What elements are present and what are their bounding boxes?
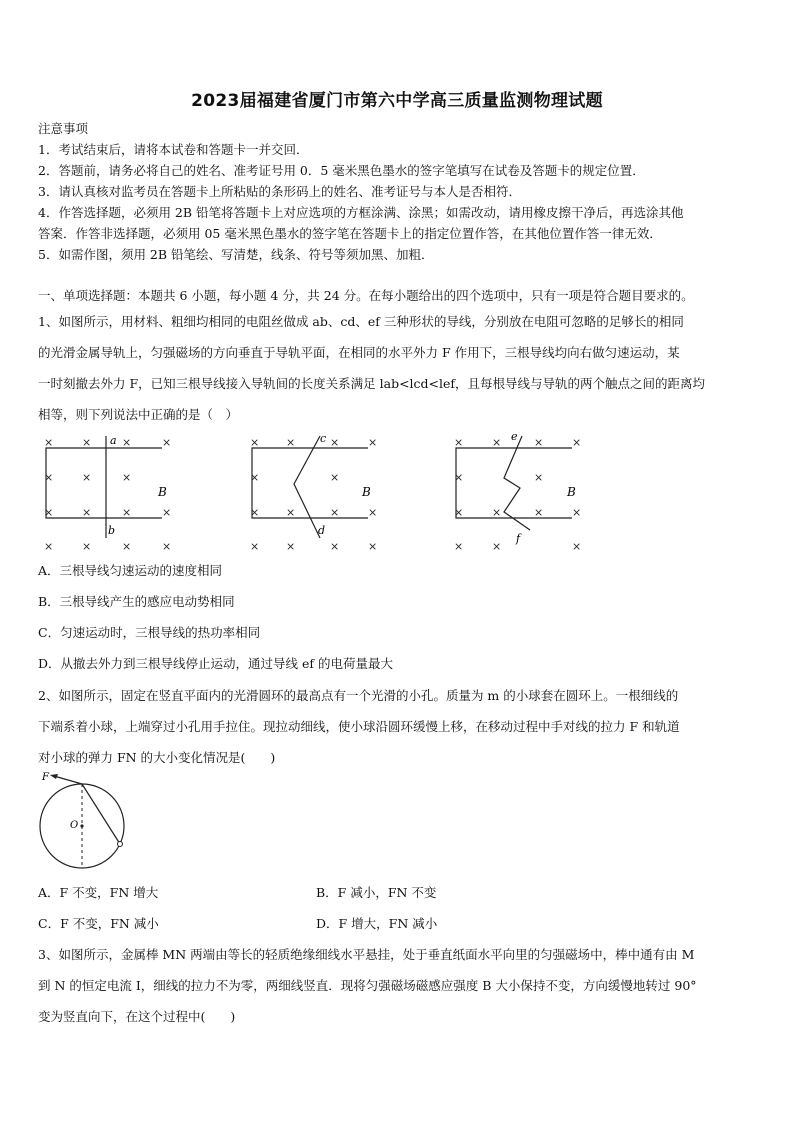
question-1-option-a: A．三根导线匀速运动的速度相同: [38, 563, 223, 578]
string-line: [82, 784, 120, 844]
question-2-option-d: D．F 增大，FN 减小: [316, 916, 438, 931]
rail-frame-2: [252, 448, 368, 518]
cross-mark: ×: [492, 540, 502, 553]
cross-mark: ×: [330, 506, 340, 519]
label-a: a: [110, 434, 117, 447]
notice-item: 答案．作答非选择题，必须用 05 毫米黑色墨水的签字笔在答题卡上的指定位置作答，在其他位置作答一律无效．: [38, 226, 662, 241]
cross-mark: ×: [368, 540, 378, 553]
question-2-figure: [36, 770, 136, 878]
cross-mark: ×: [492, 506, 502, 519]
cross-mark: ×: [44, 436, 54, 449]
label-c: c: [320, 432, 327, 445]
cross-mark: ×: [572, 506, 582, 519]
question-3-text: 变为竖直向下，在这个过程中( ): [38, 1009, 236, 1024]
label-d: d: [318, 524, 326, 537]
question-3-text: 3、如图所示，金属棒 MN 两端由等长的轻质绝缘细线水平悬挂，处于垂直纸面水平向里的匀强磁场中，棒中通有由 M: [38, 947, 695, 962]
question-2-text: 对小球的弹力 FN 的大小变化情况是( ): [38, 750, 276, 765]
label-B-3: B: [567, 485, 576, 499]
cross-mark: ×: [454, 471, 464, 484]
wire-ef: [504, 436, 530, 530]
cross-mark: ×: [368, 436, 378, 449]
ball: [118, 842, 123, 847]
question-2-text: 下端系着小球，上端穿过小孔用手拉住。现拉动细线，使小球沿圆环缓慢上移，在移动过程中手对线的拉力 F 和轨道: [38, 719, 680, 734]
cross-mark: ×: [534, 436, 544, 449]
label-f: f: [516, 532, 521, 545]
cross-mark: ×: [330, 436, 340, 449]
cross-mark: ×: [162, 506, 172, 519]
page-title: 2023届福建省厦门市第六中学高三质量监测物理试题: [191, 91, 603, 111]
force-arrowhead: [50, 774, 58, 779]
notice-item: 2．答题前，请务必将自己的姓名、准考证号用 0．5 毫米黑色墨水的签字笔填写在试卷及答题卡的规定位置．: [38, 163, 645, 178]
cross-mark: ×: [122, 506, 132, 519]
rail-frame-1: [46, 448, 162, 518]
cross-mark: ×: [44, 506, 54, 519]
center-point: [80, 824, 83, 827]
question-2-option-b: B．F 减小，FN 不变: [316, 885, 437, 900]
cross-mark: ×: [454, 540, 464, 553]
cross-mark: ×: [82, 471, 92, 484]
cross-mark: ×: [492, 436, 502, 449]
label-B-1: B: [158, 485, 167, 499]
cross-mark: ×: [454, 506, 464, 519]
cross-marks: [44, 436, 581, 553]
cross-mark: ×: [82, 436, 92, 449]
cross-mark: ×: [330, 471, 340, 484]
cross-mark: ×: [330, 540, 340, 553]
cross-mark: ×: [44, 471, 54, 484]
cross-mark: ×: [250, 436, 260, 449]
cross-mark: ×: [368, 506, 378, 519]
label-F: F: [42, 772, 49, 783]
cross-mark: ×: [122, 471, 132, 484]
section-heading: 一、单项选择题：本题共 6 小题，每小题 4 分，共 24 分。在每小题给出的四个选项中，只有一项是符合题目要求的。: [38, 288, 694, 303]
cross-mark: ×: [572, 436, 582, 449]
cross-mark: ×: [162, 540, 172, 553]
notice-item: 5．如需作图，须用 2B 铅笔绘、写清楚，线条、符号等须加黑、加粗．: [38, 247, 434, 262]
question-1-text: 相等，则下列说法中正确的是（ ）: [38, 407, 239, 422]
cross-mark: ×: [82, 540, 92, 553]
cross-mark: ×: [162, 436, 172, 449]
cross-mark: ×: [250, 540, 260, 553]
cross-mark: ×: [250, 471, 260, 484]
cross-mark: ×: [534, 506, 544, 519]
question-1-option-b: B．三根导线产生的感应电动势相同: [38, 594, 235, 609]
notice-item: 4．作答选择题，必须用 2B 铅笔将答题卡上对应选项的方框涂满、涂黑；如需改动，请用橡皮擦干净后，再选涂其他: [38, 205, 684, 220]
cross-mark: ×: [572, 540, 582, 553]
rail-frame-3: [456, 448, 572, 518]
cross-mark: ×: [534, 471, 544, 484]
question-2-option-a: A．F 不变，FN 增大: [38, 885, 159, 900]
question-2-option-c: C．F 不变，FN 减小: [38, 916, 159, 931]
question-1-text: 1、如图所示，用材料、粗细均相同的电阻丝做成 ab、cd、ef 三种形状的导线，分别放在电阻可忽略的足够长的相同: [38, 314, 684, 329]
label-O: O: [70, 820, 79, 831]
cross-mark: ×: [122, 540, 132, 553]
question-1-text: 一时刻撤去外力 F，已知三根导线接入导轨间的长度关系满足 lab<lcd<lef，且每根导线与导轨的两个触点之间的距离均: [38, 376, 706, 391]
label-B-2: B: [362, 485, 371, 499]
cross-mark: ×: [454, 436, 464, 449]
notice-item: 3．请认真核对监考员在答题卡上所粘贴的条形码上的姓名、准考证号与本人是否相符．: [38, 184, 521, 199]
question-1-text: 的光滑金属导轨上，匀强磁场的方向垂直于导轨平面，在相同的水平外力 F 作用下，三根导线均向右做匀速运动，某: [38, 345, 680, 360]
cross-mark: ×: [286, 436, 296, 449]
cross-mark: ×: [44, 540, 54, 553]
cross-mark: ×: [250, 506, 260, 519]
question-2-text: 2、如图所示，固定在竖直平面内的光滑圆环的最高点有一个光滑的小孔。质量为 m 的小球套在圆环上。一根细线的: [38, 688, 679, 703]
pull-force-line: [54, 776, 82, 784]
question-1-option-c: C．匀速运动时，三根导线的热功率相同: [38, 625, 261, 640]
cross-mark: ×: [286, 540, 296, 553]
wire-cd: [294, 436, 320, 538]
notice-heading: 注意事项: [38, 121, 89, 136]
label-b: b: [108, 524, 116, 537]
cross-mark: ×: [286, 506, 296, 519]
question-3-text: 到 N 的恒定电流 I，细线的拉力不为零，两细线竖直．现将匀强磁场磁感应强度 B 大小保持不变，方向缓慢地转过 90°: [38, 978, 697, 993]
cross-mark: ×: [122, 436, 132, 449]
notice-item: 1．考试结束后，请将本试卷和答题卡一并交回．: [38, 142, 309, 157]
question-1-option-d: D．从撤去外力到三根导线停止运动，通过导线 ef 的电荷量最大: [38, 656, 393, 671]
question-1-figure: [36, 430, 596, 555]
label-e: e: [511, 430, 518, 443]
cross-mark: ×: [82, 506, 92, 519]
